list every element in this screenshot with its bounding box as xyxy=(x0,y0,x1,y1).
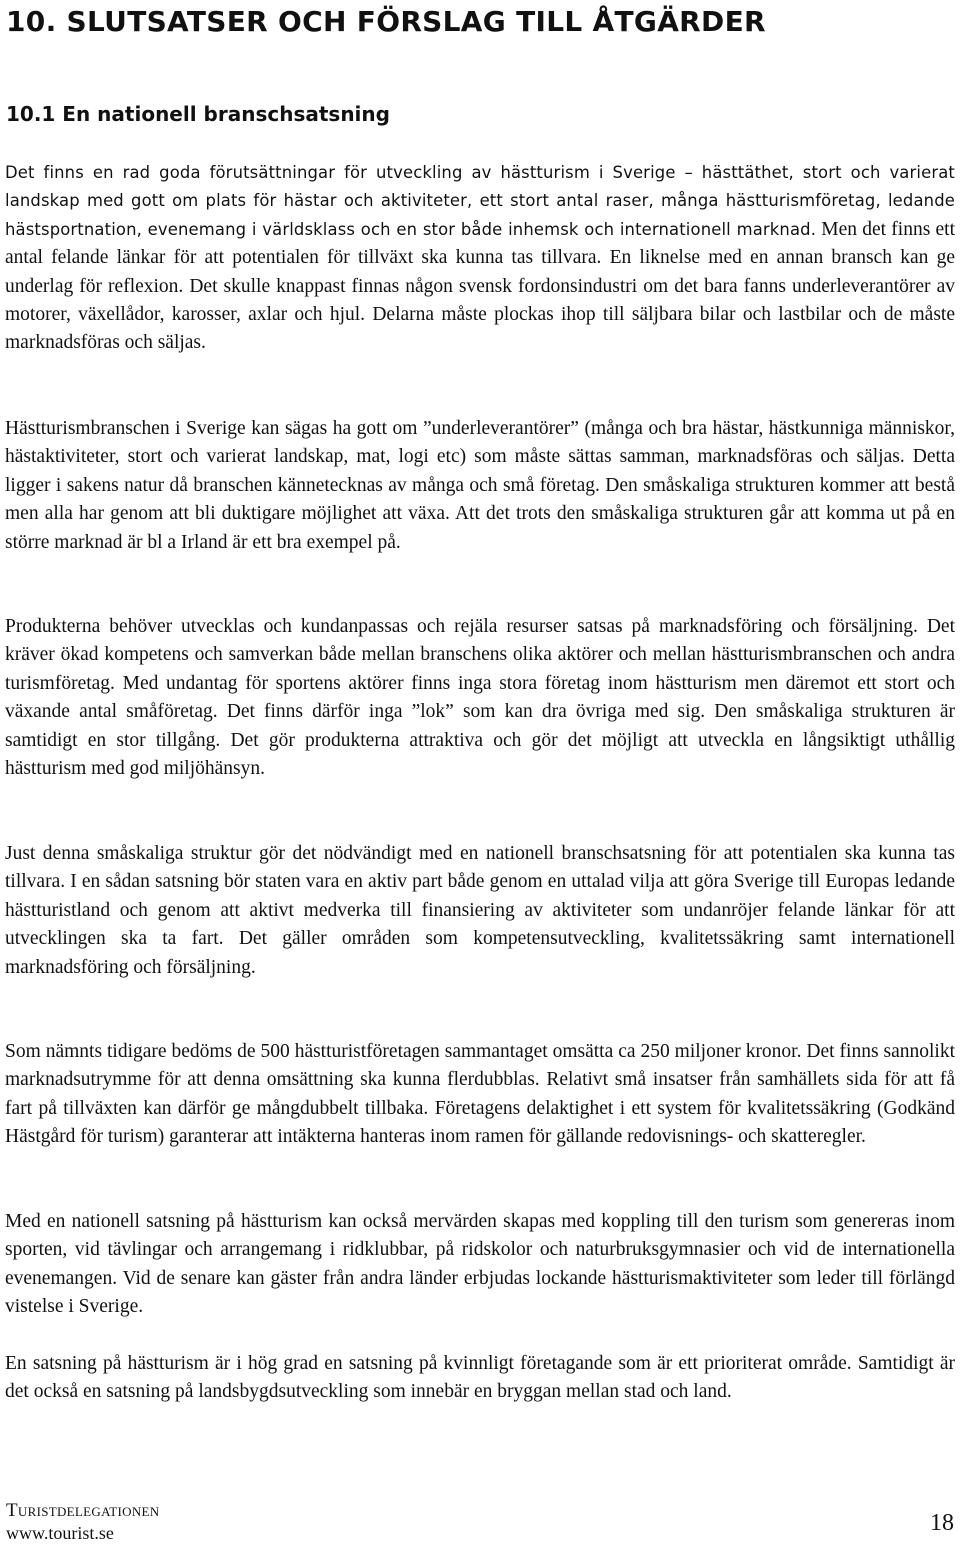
paragraph-6: Med en nationell satsning på hästturism kan också mervärden skapas med koppling till den turism som genereras inom sporten, vid tävlingar och arrangemang i ridklubbar, på ridskolor och naturbruksgymnasier och vid de internationella evenemangen. Vid de senare kan gäster från andra länder erbjudas lockande hästturismaktiviteter som leder till förlängd vistelse i Sverige. xyxy=(5,1211,955,1318)
paragraph-1 xyxy=(5,159,955,358)
paragraph-3: Produkterna behöver utvecklas och kundanpassas och rejäla resurser satsas på marknadsföring och försäljning. Det kräver ökad kompetens och samverkan både mellan branschens olika aktörer och mellan hästturismbranschen och andra turismföretag. Med undantag för sportens aktörer finns inga stora företag inom hästturism men däremot ett stort och växande antal småföretag. Det finns därför inga ”lok” som kan dra övriga med sig. Den småskaliga strukturen är samtidigt en stor tillgång. Det gör produkterna attraktiva och gör det möjligt att utveckla en långsiktigt uthållig hästturism med god miljöhänsyn. xyxy=(5,616,955,780)
section-title: 10.1 En nationell branschsatsning xyxy=(6,102,390,126)
chapter-title: 10. SLUTSATSER OCH FÖRSLAG TILL ÅTGÄRDER xyxy=(6,5,766,38)
paragraph-4: Just denna småskaliga struktur gör det nödvändigt med en nationell branschsatsning för att potentialen ska kunna tas tillvara. I en sådan satsning bör staten vara en aktiv part både genom en uttalad vilja att göra Sverige till Europas ledande hästturistland och genom att aktivt medverka till finansiering av aktiviteter som undanröjer felande länkar för att utvecklingen ska ta fart. Det gäller områden som kompetensutveckling, kvalitetssäkring samt internationell marknadsföring och försäljning. xyxy=(5,843,955,978)
paragraph-2: Hästturismbranschen i Sverige kan sägas ha gott om ”underleverantörer” (många och bra hästar, hästkunniga människor, hästaktiviteter, stort och varierat landskap, mat, logi etc) som måste sättas samman, marknadsföras och säljas. Detta ligger i sakens natur då branschen kännetecknas av många och små företag. Den småskaliga strukturen kommer att bestå men alla har genom att bli duktigare möjlighet att växa. Att det trots den småskaliga strukturen går att komma ut på en större marknad är bl a Irland är ett bra exempel på. xyxy=(5,418,955,553)
paragraph-1-serif-text: Men det finns ett antal felande länkar för att potentialen för tillväxt ska kunna tas tillvara. En liknelse med en annan bransch kan ge underlag för reflexion. Det skulle knappast finnas någon svensk fordonsindustri om det bara fanns underleverantörer av motorer, växellådor, karosser, axlar och hjul. Delarna måste plockas ihop till säljbara bilar och lastbilar och de måste marknadsföras och säljas. xyxy=(5,218,955,354)
paragraph-5: Som nämnts tidigare bedöms de 500 hästturistföretagen sammantaget omsätta ca 250 miljoner kronor. Det finns sannolikt marknadsutrymme för att denna omsättning ska kunna flerdubblas. Relativt små insatser från samhällets sida för att få fart på tillväxten kan därför ge mångdubbelt tillbaka. Företagens delaktighet i ett system för kvalitetssäkring (Godkänd Hästgård för turism) garanterar att intäkterna hanteras inom ramen för gällande redovisnings- och skatteregler. xyxy=(5,1041,955,1148)
page-number: 18 xyxy=(930,1510,954,1536)
footer-organization: Turistdelegationen xyxy=(6,1500,160,1521)
paragraph-1-sans-text: Det finns en rad goda förutsättningar för utveckling av hästturism i Sverige – hästtäthet, stort och varierat landskap med gott om plats för hästar och aktiviteter, ett stort antal raser, många hästturismföretag, ledande hästsportnation, evenemang i världsklass och en stor både inhemsk och internationell marknad. xyxy=(5,163,955,239)
paragraph-7: En satsning på hästturism är i hög grad en satsning på kvinnligt företagande som är ett prioriterat område. Samtidigt är det också en satsning på landsbygdsutveckling som innebär en bryggan mellan stad och land. xyxy=(5,1353,955,1403)
footer-website-link[interactable]: www.tourist.se xyxy=(6,1523,114,1543)
